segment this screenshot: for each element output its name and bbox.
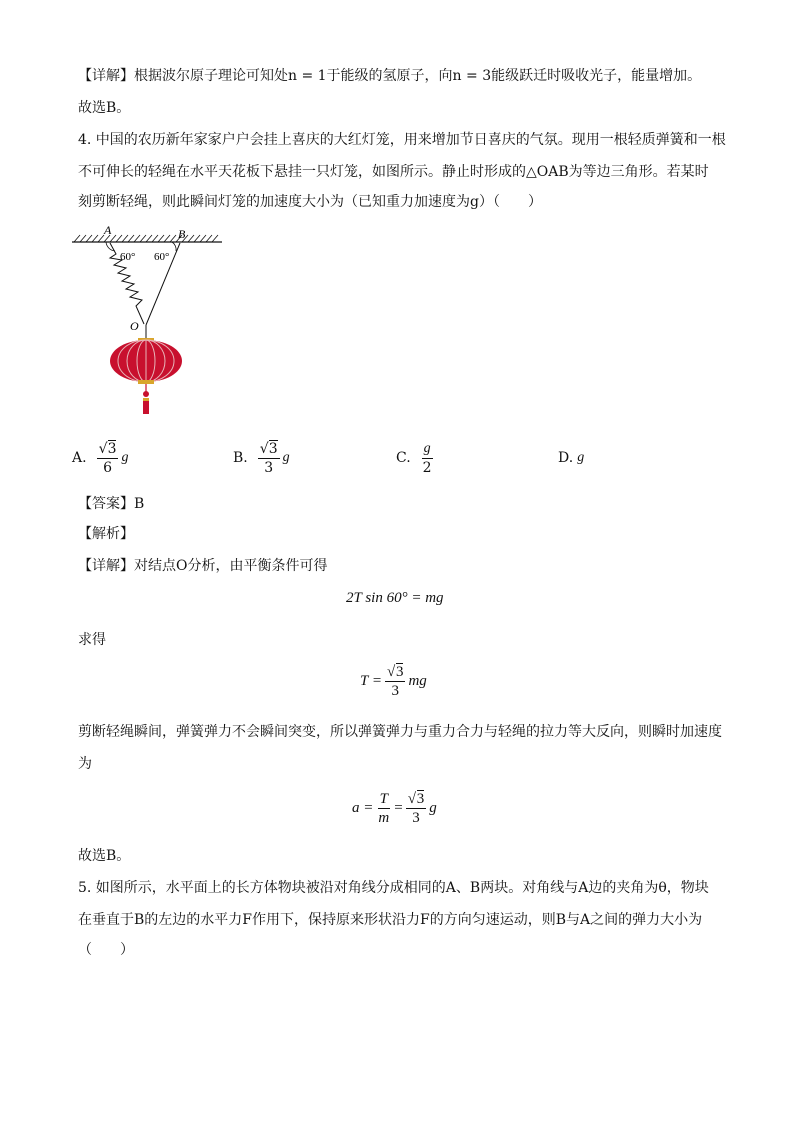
equation-3-fraction-2 — [406, 790, 427, 827]
qiude-line: 求得 — [78, 632, 106, 648]
question-5-line-2: 在垂直于B的左边的水平力F作用下，保持原来形状沿力F的方向匀速运动，则B与A之间的弹力大小为 — [78, 912, 703, 928]
question-4-line-2: 不可伸长的轻绳在水平天花板下悬挂一只灯笼，如图所示。静止时形成的△OAB为等边三角形。若某时 — [78, 164, 709, 180]
equation-2-fraction — [385, 663, 406, 700]
equation-2-numerator: 3 — [395, 664, 404, 680]
question-4-line-1: 4. 中国的农历新年家家户户会挂上喜庆的大红灯笼，用来增加节日喜庆的气氛。现用一根轻质弹簧和一根 — [78, 132, 726, 148]
analysis-heading: 【解析】 — [78, 526, 134, 542]
option-b[interactable] — [233, 436, 290, 480]
option-c-fraction — [421, 440, 434, 477]
option-a-label: A. — [72, 450, 87, 466]
equation-3 — [352, 790, 437, 827]
question-5-line-3: （ ） — [78, 942, 134, 958]
equation-3-fraction-1 — [376, 790, 391, 827]
equation-3-numerator-2: 3 — [416, 791, 425, 807]
option-b-numerator: 3 — [268, 440, 278, 457]
option-a-numerator: 3 — [107, 440, 117, 457]
option-b-fraction — [258, 440, 280, 477]
option-d-value: g — [577, 450, 585, 465]
option-d[interactable] — [558, 436, 584, 480]
equation-2-lhs: T = — [360, 673, 382, 689]
equation-3-denominator-2: 3 — [412, 810, 420, 826]
equation-1 — [346, 590, 444, 607]
angle-label-b: 60° — [154, 251, 170, 263]
equation-2 — [360, 663, 427, 700]
detail-line: 【详解】对结点O分析，由平衡条件可得 — [78, 558, 328, 574]
option-d-label: D. — [558, 450, 574, 466]
option-a-denominator: 6 — [103, 459, 112, 476]
equation-2-denominator: 3 — [391, 683, 399, 699]
option-c-label: C. — [396, 450, 411, 466]
question-5-line-1: 5. 如图所示，水平面上的长方体物块被沿对角线分成相同的A、B两块。对角线与A边的夹角为θ，物块 — [78, 880, 709, 896]
option-c[interactable] — [396, 436, 437, 480]
option-b-tail: g — [282, 450, 290, 465]
equation-3-equals: = — [394, 800, 403, 816]
option-b-denominator: 3 — [264, 459, 274, 476]
label-a: A — [104, 223, 112, 237]
answer-line: 【答案】B — [78, 496, 145, 512]
line-detail-prev: 【详解】根据波尔原子理论可知处n = 1于能级的氢原子，向n = 3能级跃迁时吸收光子，能量增加。 — [78, 68, 702, 84]
label-b: B — [178, 227, 186, 241]
angle-label-a: 60° — [120, 251, 136, 263]
cut-line-2: 为 — [78, 756, 92, 772]
lantern-figure — [70, 222, 230, 422]
option-a[interactable] — [72, 436, 128, 480]
line-conclusion-prev: 故选B。 — [78, 100, 131, 116]
equation-3-tail: g — [429, 800, 437, 816]
question-4-line-3: 刻剪断轻绳，则此瞬间灯笼的加速度大小为（已知重力加速度为g）（ ） — [78, 194, 542, 210]
equation-1-text: 2T sin 60° = mg — [346, 590, 444, 606]
equation-3-denominator-1: m — [378, 810, 390, 826]
option-c-denominator: 2 — [422, 459, 432, 476]
lantern — [110, 338, 182, 414]
ceiling — [72, 235, 222, 242]
equation-2-tail: mg — [408, 673, 427, 689]
conclusion-line: 故选B。 — [78, 848, 131, 864]
option-a-fraction — [97, 440, 119, 477]
angle-arc-b — [172, 242, 176, 251]
option-a-tail: g — [121, 450, 129, 465]
equation-3-lhs: a = — [352, 800, 374, 816]
option-b-label: B. — [233, 450, 248, 466]
option-c-numerator: g — [422, 440, 433, 459]
label-o: O — [130, 319, 139, 333]
equation-3-numerator-1: T — [379, 791, 388, 807]
cut-line-1: 剪断轻绳瞬间，弹簧弹力不会瞬间突变，所以弹簧弹力与重力合力与轻绳的拉力等大反向，则瞬时加速度 — [78, 724, 722, 740]
